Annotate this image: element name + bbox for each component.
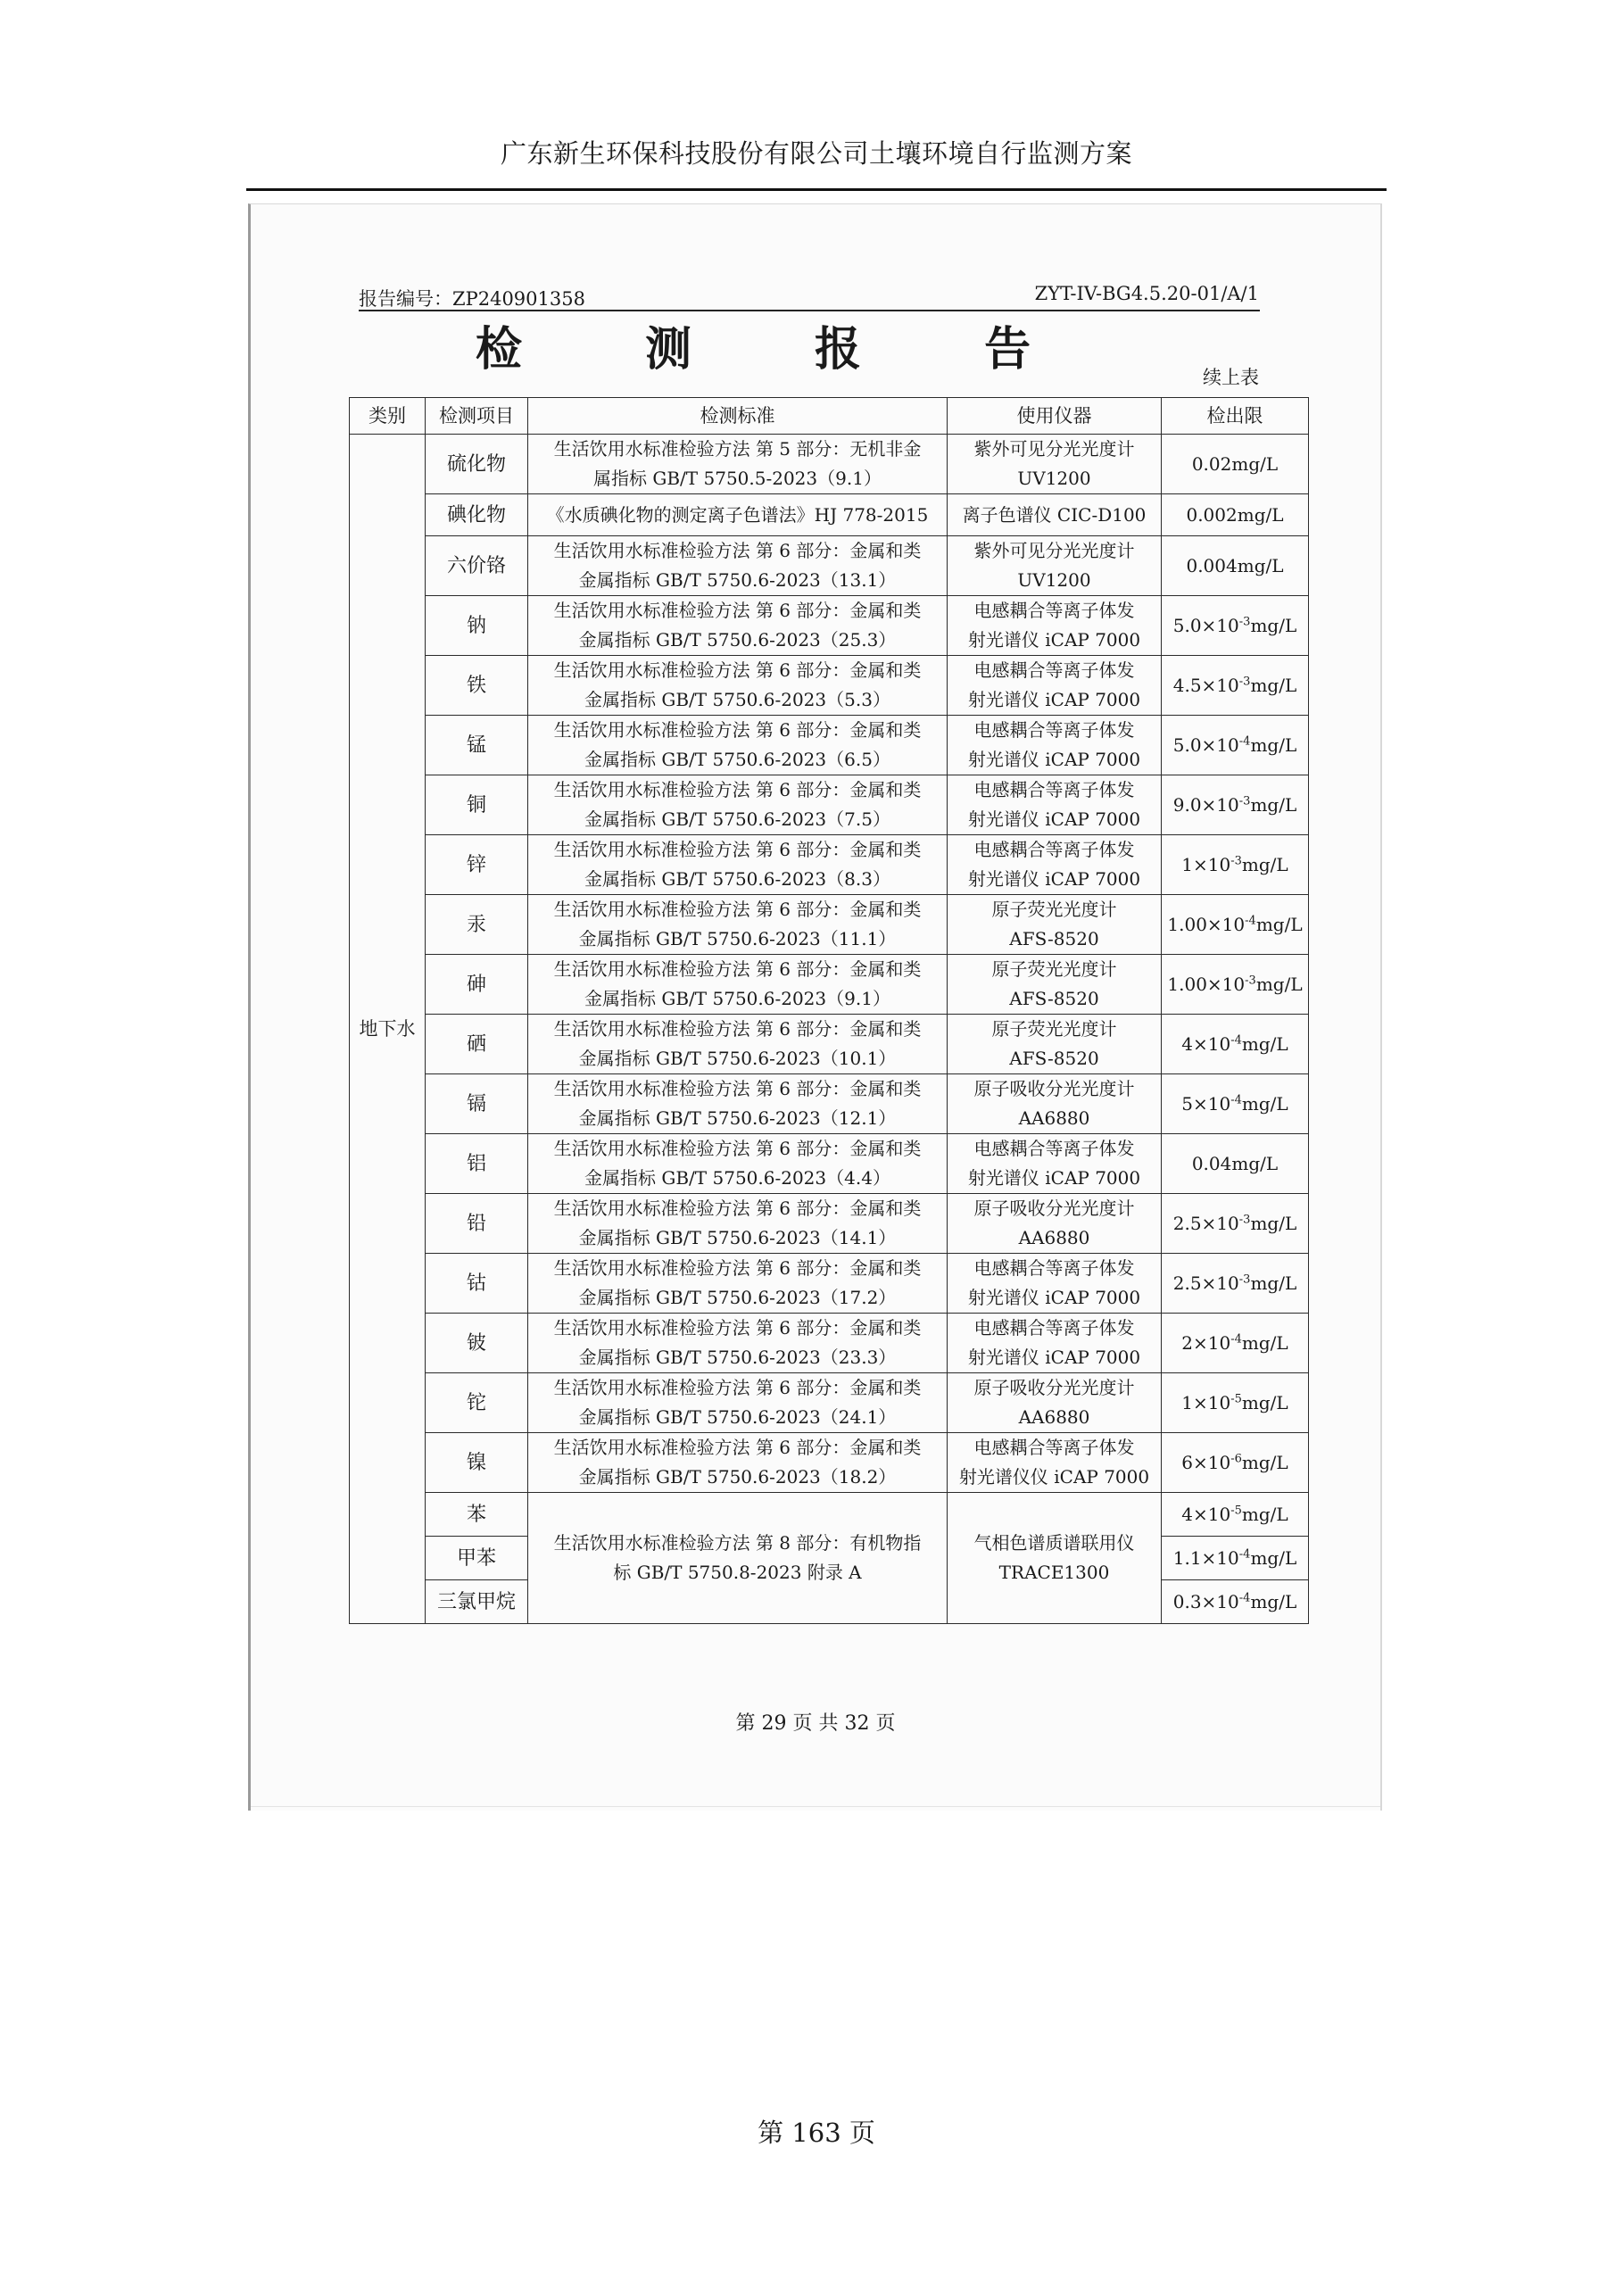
instrument-cell-line-1: 原子吸收分光光度计: [973, 1078, 1135, 1099]
limit-value: 1×10: [1181, 1391, 1231, 1413]
limit-exponent: -4: [1238, 1546, 1251, 1561]
instrument-cell: [948, 536, 1162, 596]
standard-cell-line-1: 生活饮用水标准检验方法 第 6 部分：金属和类: [553, 839, 922, 860]
standard-cell-line-1: 生活饮用水标准检验方法 第 8 部分：有机物指: [553, 1532, 922, 1554]
item-cell: 铝: [426, 1134, 528, 1194]
instrument-cell: [948, 656, 1162, 716]
limit-unit: mg/L: [1250, 674, 1297, 696]
standard-cell-line-1: 生活饮用水标准检验方法 第 6 部分：金属和类: [553, 1018, 922, 1040]
standard-cell-line-1: 生活饮用水标准检验方法 第 6 部分：金属和类: [553, 1198, 922, 1219]
instrument-cell: [948, 435, 1162, 494]
standard-cell-line-2: 金属指标 GB/T 5750.6-2023（17.2）: [578, 1287, 897, 1308]
limit-exponent: -6: [1230, 1451, 1242, 1465]
instrument-cell: [948, 1194, 1162, 1254]
limit-unit: mg/L: [1250, 1546, 1297, 1569]
table-row: [350, 835, 1309, 895]
instrument-cell-line-2: UV1200: [1017, 569, 1091, 591]
instrument-cell-line-2: 射光谱仪仪 iCAP 7000: [958, 1466, 1150, 1488]
instrument-cell-line-1: 原子吸收分光光度计: [973, 1198, 1135, 1219]
limit-value: 6×10: [1181, 1451, 1231, 1473]
limit-exponent: -3: [1238, 674, 1251, 688]
item-cell: 六价铬: [426, 536, 528, 596]
limit-cell: [1162, 1537, 1309, 1580]
limit-unit: mg/L: [1241, 1092, 1288, 1115]
item-cell: 甲苯: [426, 1537, 528, 1580]
instrument-cell: [948, 1074, 1162, 1134]
limit-exponent: -3: [1238, 1212, 1251, 1226]
instrument-cell-line-1: 电感耦合等离子体发: [973, 1138, 1135, 1159]
table-header-row: [350, 398, 1309, 435]
item-cell: 三氯甲烷: [426, 1580, 528, 1624]
standard-cell: [528, 835, 948, 895]
limit-cell: [1162, 775, 1309, 835]
item-cell: 铍: [426, 1314, 528, 1373]
standard-cell: [528, 596, 948, 656]
table-row: [350, 775, 1309, 835]
standard-cell-line-2: 金属指标 GB/T 5750.6-2023（7.5）: [584, 808, 890, 830]
scan-bottom-edge: [251, 1806, 1380, 1807]
standard-cell: [528, 716, 948, 775]
table-row: [350, 1254, 1309, 1314]
limit-value: 4×10: [1181, 1032, 1231, 1055]
standard-cell: [528, 435, 948, 494]
limit-value: 2.5×10: [1172, 1212, 1239, 1234]
instrument-cell-line-2: 射光谱仪 iCAP 7000: [967, 1167, 1141, 1189]
standard-cell-line-1: 生活饮用水标准检验方法 第 6 部分：金属和类: [553, 719, 922, 741]
standard-cell: [528, 536, 948, 596]
instrument-cell-line-2: AA6880: [1018, 1107, 1090, 1129]
limit-cell: [1162, 1015, 1309, 1074]
standard-cell-line-1: 《水质碘化物的测定离子色谱法》HJ 778-2015: [546, 503, 929, 526]
item-cell: 锰: [426, 716, 528, 775]
standard-cell-line-1: 生活饮用水标准检验方法 第 6 部分：金属和类: [553, 1317, 922, 1339]
limit-exponent: -4: [1230, 1032, 1242, 1047]
limit-exponent: -4: [1230, 1331, 1242, 1346]
standard-cell-line-2: 金属指标 GB/T 5750.6-2023（9.1）: [584, 988, 890, 1009]
instrument-cell: [948, 1134, 1162, 1194]
standard-cell: [528, 1254, 948, 1314]
table-row: [350, 435, 1309, 494]
item-cell: 镍: [426, 1433, 528, 1493]
report-title: 检 测 报 告: [475, 322, 1085, 377]
limit-unit: mg/L: [1250, 734, 1297, 756]
instrument-cell-line-1: 离子色谱仪 CIC-D100: [962, 503, 1147, 526]
header-category: 类别: [350, 398, 426, 435]
limit-unit: mg/L: [1241, 1451, 1288, 1473]
report-page-counter: 第 29 页 共 32 页: [735, 1712, 896, 1735]
table-row: [350, 1433, 1309, 1493]
standard-cell-line-1: 生活饮用水标准检验方法 第 6 部分：金属和类: [553, 540, 922, 561]
limit-exponent: -5: [1230, 1503, 1242, 1517]
limit-cell: [1162, 835, 1309, 895]
limit-cell: [1162, 596, 1309, 656]
instrument-cell-line-2: 射光谱仪 iCAP 7000: [967, 808, 1141, 830]
standard-cell-line-2: 金属指标 GB/T 5750.6-2023（18.2）: [578, 1466, 897, 1488]
limit-cell: [1162, 435, 1309, 494]
standard-cell: [528, 1194, 948, 1254]
limit-cell: [1162, 1074, 1309, 1134]
instrument-cell-line-2: 射光谱仪 iCAP 7000: [967, 689, 1141, 710]
limit-exponent: -3: [1238, 614, 1251, 628]
report-number: 报告编号：ZP240901358: [359, 288, 585, 310]
category-cell: 地下水: [350, 435, 426, 1624]
scanned-report-page: [248, 203, 1382, 1811]
item-cell: 苯: [426, 1493, 528, 1537]
limit-cell: [1162, 1433, 1309, 1493]
item-cell: 铜: [426, 775, 528, 835]
table-row: [350, 1074, 1309, 1134]
limit-unit: mg/L: [1241, 1503, 1288, 1525]
limit-exponent: -4: [1238, 1590, 1251, 1604]
standard-cell-line-2: 金属指标 GB/T 5750.6-2023（13.1）: [578, 569, 897, 591]
limit-exponent: -3: [1245, 973, 1256, 987]
limit-cell: [1162, 656, 1309, 716]
instrument-cell-line-2: 射光谱仪 iCAP 7000: [967, 1347, 1141, 1368]
standard-cell-line-2: 金属指标 GB/T 5750.6-2023（6.5）: [584, 749, 890, 770]
standard-cell: [528, 1314, 948, 1373]
instrument-cell-line-1: 原子荧光光度计: [991, 1018, 1117, 1040]
limit-exponent: -4: [1238, 734, 1251, 748]
instrument-cell-line-2: AA6880: [1018, 1406, 1090, 1428]
table-row: [350, 596, 1309, 656]
standard-cell: [528, 656, 948, 716]
table-row: [350, 1314, 1309, 1373]
standard-cell-line-2: 属指标 GB/T 5750.5-2023（9.1）: [593, 468, 882, 489]
standard-cell-line-2: 金属指标 GB/T 5750.6-2023（5.3）: [584, 689, 890, 710]
limit-exponent: -4: [1245, 913, 1256, 927]
limit-unit: mg/L: [1255, 973, 1303, 995]
standard-cell-line-2: 金属指标 GB/T 5750.6-2023（11.1）: [578, 928, 897, 949]
limit-value: 5×10: [1181, 1092, 1231, 1115]
limit-exponent: -3: [1238, 793, 1251, 808]
standard-cell-line-1: 生活饮用水标准检验方法 第 6 部分：金属和类: [553, 600, 922, 621]
standard-cell-line-1: 生活饮用水标准检验方法 第 6 部分：金属和类: [553, 1377, 922, 1398]
standard-cell-line-1: 生活饮用水标准检验方法 第 6 部分：金属和类: [553, 1078, 922, 1099]
item-cell: 锌: [426, 835, 528, 895]
instrument-cell-line-1: 电感耦合等离子体发: [973, 1437, 1135, 1458]
header-rule: [246, 188, 1387, 191]
table-row: [350, 1134, 1309, 1194]
item-cell: 钴: [426, 1254, 528, 1314]
item-cell: 铅: [426, 1194, 528, 1254]
instrument-cell-line-1: 紫外可见分光光度计: [973, 540, 1135, 561]
limit-unit: mg/L: [1255, 913, 1303, 935]
limit-cell: [1162, 1493, 1309, 1537]
standard-cell-line-2: 金属指标 GB/T 5750.6-2023（24.1）: [578, 1406, 897, 1428]
standard-cell-line-1: 生活饮用水标准检验方法 第 6 部分：金属和类: [553, 899, 922, 920]
header-item: 检测项目: [426, 398, 528, 435]
instrument-cell-line-1: 电感耦合等离子体发: [973, 1317, 1135, 1339]
limit-value: 5.0×10: [1172, 614, 1239, 636]
standard-cell: [528, 1074, 948, 1134]
instrument-cell-line-2: AFS-8520: [1009, 928, 1099, 949]
standard-cell-line-1: 生活饮用水标准检验方法 第 6 部分：金属和类: [553, 659, 922, 681]
limit-cell: [1162, 1134, 1309, 1194]
limit-value: 1×10: [1181, 853, 1231, 875]
limit-cell: [1162, 494, 1309, 536]
standard-cell: [528, 1015, 948, 1074]
limit-value: 1.00×10: [1167, 973, 1246, 995]
limit-value: 5.0×10: [1172, 734, 1239, 756]
limit-unit: mg/L: [1250, 1272, 1297, 1294]
standard-cell-line-1: 生活饮用水标准检验方法 第 6 部分：金属和类: [553, 1437, 922, 1458]
standard-cell-line-2: 金属指标 GB/T 5750.6-2023（10.1）: [578, 1048, 897, 1069]
limit-value: 0.004mg/L: [1186, 554, 1284, 576]
limit-cell: [1162, 1314, 1309, 1373]
table-row: [350, 656, 1309, 716]
instrument-cell-line-2: 射光谱仪 iCAP 7000: [967, 868, 1141, 890]
limit-unit: mg/L: [1250, 1590, 1297, 1612]
continued-label: 续上表: [1203, 367, 1259, 388]
standard-cell: [528, 775, 948, 835]
standard-cell-line-2: 金属指标 GB/T 5750.6-2023（12.1）: [578, 1107, 897, 1129]
limit-cell: [1162, 716, 1309, 775]
instrument-cell-line-2: TRACE1300: [998, 1562, 1110, 1583]
limit-unit: mg/L: [1250, 793, 1297, 816]
instrument-cell-line-1: 原子吸收分光光度计: [973, 1377, 1135, 1398]
limit-value: 0.02mg/L: [1191, 452, 1279, 475]
standard-cell-line-2: 金属指标 GB/T 5750.6-2023（8.3）: [584, 868, 890, 890]
table-row: [350, 895, 1309, 955]
instrument-cell-line-2: 射光谱仪 iCAP 7000: [967, 1287, 1141, 1308]
header-standard: 检测标准: [528, 398, 948, 435]
limit-value: 0.3×10: [1172, 1590, 1239, 1612]
instrument-cell: [948, 494, 1162, 536]
header-limit: 检出限: [1162, 398, 1309, 435]
instrument-cell-line-1: 紫外可见分光光度计: [973, 438, 1135, 460]
standard-cell-line-1: 生活饮用水标准检验方法 第 6 部分：金属和类: [553, 958, 922, 980]
instrument-cell: [948, 1015, 1162, 1074]
table-row: [350, 1493, 1309, 1537]
standard-cell-line-1: 生活饮用水标准检验方法 第 6 部分：金属和类: [553, 1138, 922, 1159]
limit-cell: [1162, 536, 1309, 596]
item-cell: 硒: [426, 1015, 528, 1074]
limit-value: 1.1×10: [1172, 1546, 1239, 1569]
standard-cell-line-2: 金属指标 GB/T 5750.6-2023（23.3）: [578, 1347, 897, 1368]
limit-exponent: -5: [1230, 1391, 1242, 1405]
instrument-cell-line-2: 射光谱仪 iCAP 7000: [967, 749, 1141, 770]
item-cell: 汞: [426, 895, 528, 955]
limit-cell: [1162, 1194, 1309, 1254]
item-cell: 铊: [426, 1373, 528, 1433]
item-cell: 碘化物: [426, 494, 528, 536]
standard-cell-line-2: 金属指标 GB/T 5750.6-2023（14.1）: [578, 1227, 897, 1248]
instrument-cell: [948, 716, 1162, 775]
table-row: [350, 1373, 1309, 1433]
instrument-cell-line-1: 原子荧光光度计: [991, 958, 1117, 980]
instrument-cell: [948, 596, 1162, 656]
standard-cell: [528, 1134, 948, 1194]
item-cell: 铁: [426, 656, 528, 716]
limit-unit: mg/L: [1250, 614, 1297, 636]
instrument-cell: [948, 895, 1162, 955]
item-cell: 镉: [426, 1074, 528, 1134]
standard-cell: [528, 1373, 948, 1433]
table-row: [350, 494, 1309, 536]
standard-cell-line-2: 金属指标 GB/T 5750.6-2023（25.3）: [578, 629, 897, 651]
instrument-cell-line-1: 电感耦合等离子体发: [973, 779, 1135, 800]
instrument-cell-line-2: AFS-8520: [1009, 988, 1099, 1009]
item-cell: 钠: [426, 596, 528, 656]
limit-unit: mg/L: [1241, 1331, 1288, 1354]
instrument-cell-line-2: AA6880: [1018, 1227, 1090, 1248]
standard-cell-line-1: 生活饮用水标准检验方法 第 6 部分：金属和类: [553, 1257, 922, 1279]
instrument-cell: [948, 1314, 1162, 1373]
table-row: [350, 716, 1309, 775]
instrument-cell-line-1: 原子荧光光度计: [991, 899, 1117, 920]
instrument-cell-line-1: 电感耦合等离子体发: [973, 839, 1135, 860]
instrument-cell-line-2: 射光谱仪 iCAP 7000: [967, 629, 1141, 651]
limit-value: 0.002mg/L: [1186, 503, 1284, 526]
instrument-cell: [948, 775, 1162, 835]
standard-cell: [528, 494, 948, 536]
standard-cell: [528, 895, 948, 955]
limit-value: 4×10: [1181, 1503, 1231, 1525]
standard-cell-line-2: 金属指标 GB/T 5750.6-2023（4.4）: [584, 1167, 890, 1189]
limit-exponent: -3: [1238, 1272, 1251, 1286]
limit-value: 0.04mg/L: [1191, 1152, 1279, 1174]
standard-cell-line-2: 标 GB/T 5750.8-2023 附录 A: [613, 1562, 862, 1583]
page-number: 第 163 页: [758, 2118, 875, 2148]
standard-cell: [528, 955, 948, 1015]
limit-value: 2×10: [1181, 1331, 1231, 1354]
document-header: 广东新生环保科技股份有限公司土壤环境自行监测方案: [500, 138, 1132, 169]
instrument-cell-line-1: 气相色谱质谱联用仪: [973, 1532, 1135, 1554]
standard-cell: [528, 1433, 948, 1493]
standard-cell-line-1: 生活饮用水标准检验方法 第 6 部分：金属和类: [553, 779, 922, 800]
item-cell: 硫化物: [426, 435, 528, 494]
detection-table: [349, 397, 1309, 1624]
item-cell: 砷: [426, 955, 528, 1015]
limit-unit: mg/L: [1241, 853, 1288, 875]
header-instrument: 使用仪器: [948, 398, 1162, 435]
instrument-cell-line-1: 电感耦合等离子体发: [973, 659, 1135, 681]
form-code: ZYT-IV-BG4.5.20-01/A/1: [1034, 283, 1259, 304]
instrument-cell-line-1: 电感耦合等离子体发: [973, 1257, 1135, 1279]
limit-value: 2.5×10: [1172, 1272, 1239, 1294]
instrument-cell-line-2: UV1200: [1017, 468, 1091, 489]
limit-unit: mg/L: [1250, 1212, 1297, 1234]
limit-cell: [1162, 1580, 1309, 1624]
limit-cell: [1162, 955, 1309, 1015]
table-row: [350, 1194, 1309, 1254]
table-row: [350, 955, 1309, 1015]
instrument-cell-line-1: 电感耦合等离子体发: [973, 600, 1135, 621]
instrument-cell: [948, 1373, 1162, 1433]
instrument-cell: [948, 835, 1162, 895]
table-row: [350, 1015, 1309, 1074]
limit-cell: [1162, 895, 1309, 955]
instrument-cell: [948, 1433, 1162, 1493]
limit-value: 4.5×10: [1172, 674, 1239, 696]
standard-cell-line-1: 生活饮用水标准检验方法 第 5 部分：无机非金: [553, 438, 922, 460]
instrument-cell: [948, 1254, 1162, 1314]
limit-exponent: -4: [1230, 1092, 1242, 1107]
limit-cell: [1162, 1254, 1309, 1314]
limit-value: 1.00×10: [1167, 913, 1246, 935]
instrument-cell: [948, 1493, 1162, 1624]
limit-exponent: -3: [1230, 853, 1242, 867]
limit-unit: mg/L: [1241, 1391, 1288, 1413]
limit-cell: [1162, 1373, 1309, 1433]
instrument-cell-line-1: 电感耦合等离子体发: [973, 719, 1135, 741]
table-row: [350, 536, 1309, 596]
instrument-cell: [948, 955, 1162, 1015]
limit-unit: mg/L: [1241, 1032, 1288, 1055]
standard-cell: [528, 1493, 948, 1624]
instrument-cell-line-2: AFS-8520: [1009, 1048, 1099, 1069]
limit-value: 9.0×10: [1172, 793, 1239, 816]
